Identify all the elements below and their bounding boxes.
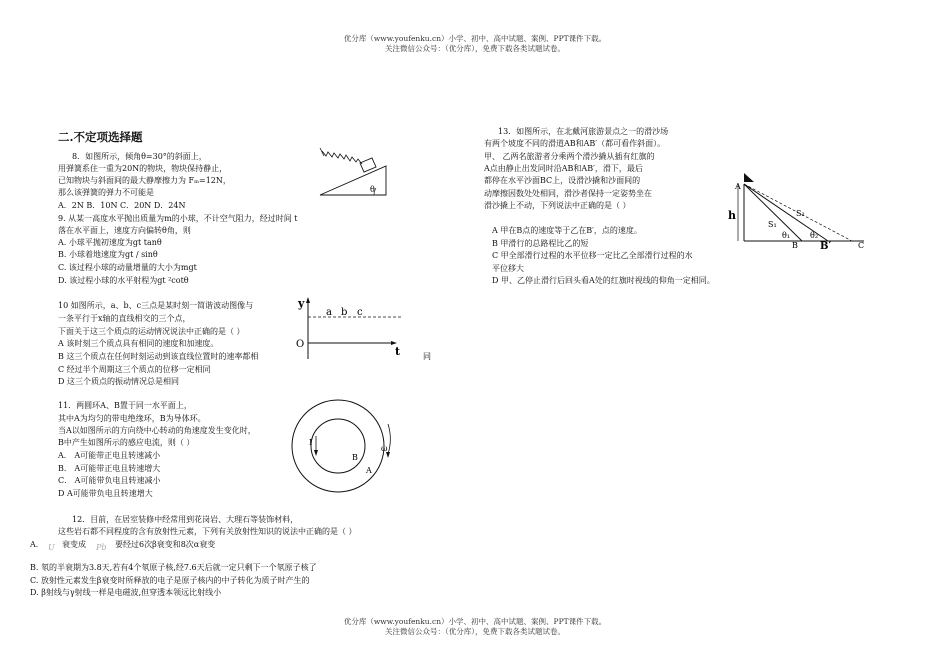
q12-option-a-mid: 衰变成 xyxy=(62,540,86,549)
q13-line: 有两个坡度不同的滑道AB和AB′（都可看作斜面）。 xyxy=(484,139,666,148)
q9-option: B. 小球着地速度为gt / sinθ xyxy=(58,250,158,259)
q9-line: 9. 从某一高度水平抛出质量为m的小球，不计空气阻力，经过时间 t xyxy=(58,214,298,223)
q10-option: D 这三个质点的振动情况总是相同 xyxy=(58,377,179,386)
q11-line: B中产生如图所示的感应电流，则（ ） xyxy=(58,438,195,447)
q8-line: 用弹簧系住一重为20N的物块，物块保持静止， xyxy=(58,164,228,173)
q9-option: A. 小球平抛初速度为gt tanθ xyxy=(58,238,162,247)
q10-line: 10 如图所示，a、b、c三点是某时刻一简谐波动图像与 xyxy=(58,301,254,310)
point-b-label: b xyxy=(341,307,348,318)
slide-figure xyxy=(724,170,870,252)
q9-line: 落在水平面上，速度方向偏转θ角，则 xyxy=(58,226,191,235)
q11-line: 其中A为均匀的带电绝缘环，B为导体环。 xyxy=(58,414,206,423)
q13-option: D 甲、乙停止滑行后回头看A处的红旗时视线的仰角一定相同。 xyxy=(492,276,715,285)
q10-option-tail: 同 xyxy=(423,352,431,361)
q13-option: C 甲全部滑行过程的水平位移一定比乙全部滑行过程的水 xyxy=(492,251,693,260)
section-title: 二.不定项选择题 xyxy=(58,130,143,144)
q11-option: C． A可能带负电且转速减小 xyxy=(58,476,161,485)
q13-option: 平位移大 xyxy=(492,264,524,273)
ring-b-label: B xyxy=(352,453,358,462)
q12-option: B. 氡的半衰期为3.8天,若有4个氡原子核,经7.6天后就一定只剩下一个氡原子核了 xyxy=(30,563,317,572)
q10-line: 下面关于这三个质点的运动情况说法中正确的是（ ） xyxy=(58,327,245,336)
q11-option: D A可能带负电且转速增大 xyxy=(58,489,153,498)
q13-line: 都停在水平沙面BC上，设滑沙撬和沙面间的 xyxy=(484,176,641,185)
current-i-label: I xyxy=(309,438,313,447)
wave-figure xyxy=(293,295,408,360)
t-axis-label: t xyxy=(395,345,401,358)
q8-line: 那么该弹簧的弹力不可能是 xyxy=(58,188,154,197)
q13-option: B 甲滑行的总路程比乙的短 xyxy=(492,239,589,248)
q11-line: 当A以如图所示的方向绕中心转动的角速度发生变化时， xyxy=(58,426,256,435)
q10-option: A 该时刻三个质点具有相同的速度和加速度。 xyxy=(58,339,219,348)
header-line-1: 优分库（www.youfenku.cn）小学、初中、高中试题、案例、PPT课件下载。 xyxy=(343,34,607,43)
lead-symbol: Pb xyxy=(96,543,107,552)
point-a-label: a xyxy=(326,307,332,318)
point-c-label: c xyxy=(357,307,363,318)
q8-line: 8．如图所示，倾角θ=30°的斜面上， xyxy=(72,152,207,161)
q12-option: D. β射线与γ射线一样是电磁波,但穿透本领远比射线小 xyxy=(30,588,222,597)
q11-option: A． A可能带正电且转速减小 xyxy=(58,451,161,460)
s1-label: S₁ xyxy=(768,220,777,229)
q13-line: 13．如图所示，在北戴河旅游景点之一的滑沙场 xyxy=(498,127,669,136)
q10-option: B 这三个质点在任何时刻运动到该直线位置时的速率都相 xyxy=(58,352,259,361)
q8-options: A．2N B．10N C．20N D．24N xyxy=(58,201,186,210)
q12-option: C. 放射性元素发生β衰变时所释放的电子是原子核内的中子转化为质子时产生的 xyxy=(30,576,310,585)
q12-line: 这些岩石都不同程度的含有放射性元素，下列有关放射性知识的说法中正确的是（ ） xyxy=(58,527,357,536)
omega-label: ω xyxy=(381,444,388,453)
point-b-prime-label: B′ xyxy=(820,241,832,252)
q13-line: A点由静止出发同时沿AB和AB′，滑下，最后 xyxy=(484,164,643,173)
incline-figure xyxy=(318,148,390,198)
point-a-label: A xyxy=(735,182,741,191)
point-c-label: C xyxy=(858,241,865,250)
theta-label: θ xyxy=(370,185,375,194)
y-axis-label: y xyxy=(298,297,305,310)
q11-option: B． A可能带正电且转速增大 xyxy=(58,464,161,473)
q13-line: 滑沙撬上不动，下列说法中正确的是（ ） xyxy=(484,201,631,210)
origin-label: O xyxy=(296,339,305,350)
header-line-2: 关注微信公众号：（优分库），免费下载各类试题试卷。 xyxy=(385,44,565,53)
q12-option-a-prefix: A． xyxy=(30,540,44,549)
q11-line: 11．两圆环A、B置于同一水平面上， xyxy=(58,401,192,410)
q8-line: 已知物块与斜面间的最大静摩擦力为 Fₘ=12N， xyxy=(58,176,231,185)
footer-line-1: 优分库（www.youfenku.cn）小学、初中、高中试题、案例、PPT课件下载。 xyxy=(343,617,607,626)
q10-option: C 经过半个周期这三个质点的位移一定相同 xyxy=(58,365,211,374)
footer-line-2: 关注微信公众号：（优分库），免费下载各类试题试卷。 xyxy=(385,627,565,636)
point-b-label: B xyxy=(792,241,798,250)
q9-option: D. 该过程小球的水平射程为gt ²cotθ xyxy=(58,276,189,285)
q12-line: 12．目前，在居室装修中经常用到花岗岩、大理石等装饰材料， xyxy=(72,515,299,524)
q13-line: 动摩擦因数处处相同，滑沙者保持一定姿势坐在 xyxy=(484,189,652,198)
q10-line: 一条平行于x轴的直线相交的三个点， xyxy=(58,314,191,323)
q12-option-a-suffix: 要经过6次β衰变和8次α衰变 xyxy=(115,540,216,549)
height-label: h xyxy=(728,209,736,222)
rings-figure xyxy=(290,398,400,498)
q13-line: 甲、 乙两名旅游者分乘两个滑沙撬从插有红旗的 xyxy=(484,152,655,161)
s2-label: S₂ xyxy=(796,209,805,218)
ring-a-label: A xyxy=(366,466,372,475)
q13-option: A 甲在B点的速度等于乙在B′，点的速度。 xyxy=(492,226,642,235)
theta2-label: θ₂ xyxy=(810,231,819,240)
q9-option: C. 该过程小球的动量增量的大小为mgt xyxy=(58,263,197,272)
theta1-label: θ₁ xyxy=(782,231,791,240)
uranium-symbol: U xyxy=(48,543,55,552)
